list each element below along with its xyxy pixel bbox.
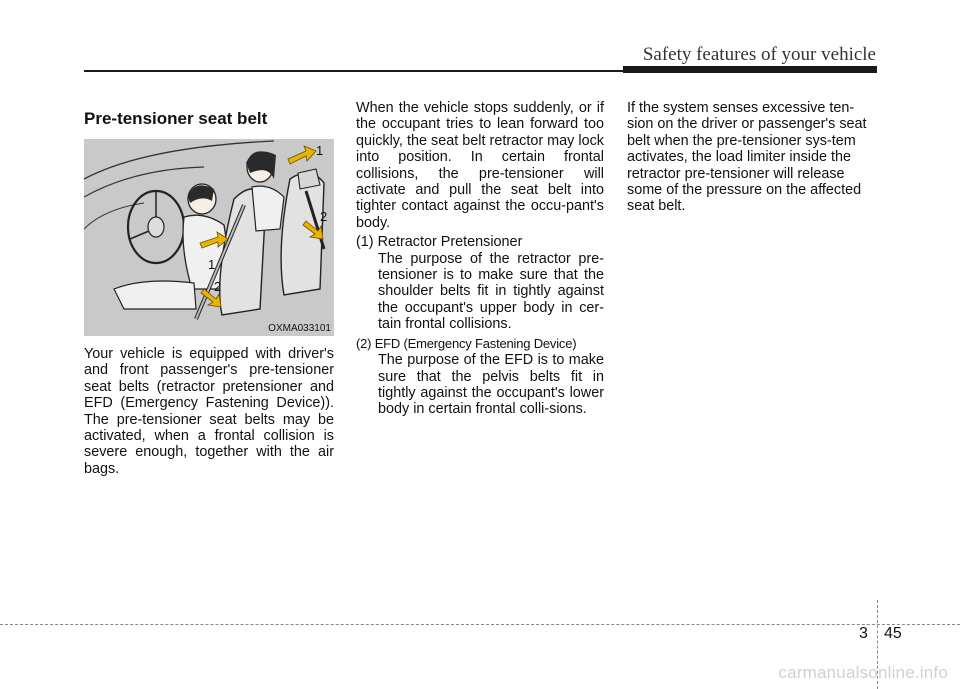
column-right xyxy=(627,100,877,215)
column-left xyxy=(84,346,334,477)
seat-belt-illustration xyxy=(84,139,334,336)
load-limiter-paragraph: If the system senses excessive ten-sion on the driver or passenger's seat belt when the pre-tensioner sys-tem activates, the load limiter inside the retractor pre-tensioner will release some of the pressure on the affected seat belt. xyxy=(627,100,867,215)
callout-2-bottom: 2 xyxy=(214,279,222,294)
item-2-title: (2) EFD (Emergency Fastening Device) xyxy=(356,335,577,351)
watermark: carmanualsonline.info xyxy=(778,663,948,682)
chapter-number: 3 xyxy=(859,625,868,642)
illustration-drawing xyxy=(84,139,334,336)
page-number: 45 xyxy=(884,625,902,642)
callout-1-bottom: 1 xyxy=(208,257,216,272)
item-1-title: (1) Retractor Pretensioner xyxy=(356,234,523,251)
lock-paragraph: When the vehicle stops suddenly, or if the occupant tries to lean forward too quickly, the seat belt retractor may lock into position. In certain frontal collisions, the pre-tensioner will activate and pull the seat belt into tighter contact against the occu-pant's body. xyxy=(356,100,604,231)
item-2-text: The purpose of the EFD is to make sure that the pelvis belts fit in tightly against the occupant's lower body in certain frontal colli-sions. xyxy=(378,352,604,418)
intro-paragraph: Your vehicle is equipped with driver's and front passenger's pre-tensioner seat belts (retractor pretensioner and EFD (Emergency Fastening Device)). The pre-tensioner seat belts may be activated, when a frontal collision is severe enough, together with the air bags. xyxy=(84,346,334,477)
callout-2-right: 2 xyxy=(320,209,328,224)
callout-1-top: 1 xyxy=(316,143,324,158)
item-1-text: The purpose of the retractor pre-tensioner is to make sure that the shoulder belts fit in tightly against the occupant's upper body in cer-tain frontal collisions. xyxy=(378,250,604,333)
column-middle xyxy=(356,100,604,418)
running-header: Safety features of your vehicle xyxy=(642,44,876,65)
header-rule-tab xyxy=(623,66,877,73)
footer-rule xyxy=(0,624,960,625)
section-title: Pre-tensioner seat belt xyxy=(84,109,268,128)
figure-code: OXMA033101 xyxy=(268,323,331,334)
